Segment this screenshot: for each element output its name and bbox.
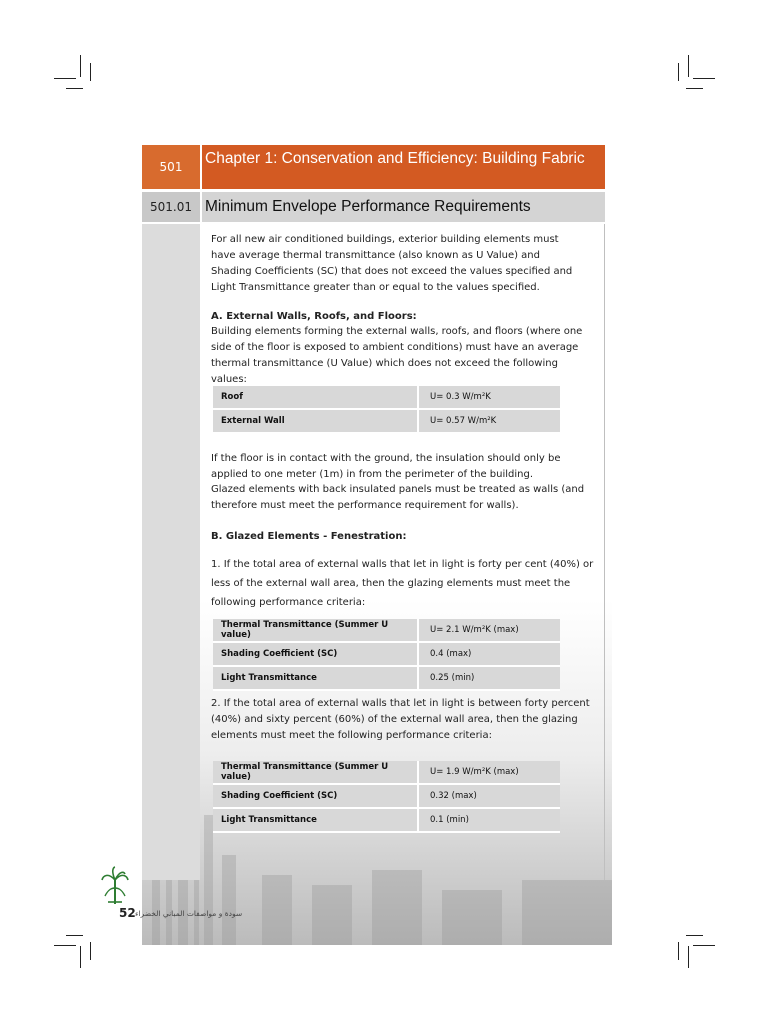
- crop-mark: [66, 935, 83, 936]
- table-cell-label: Shading Coefficient (SC): [213, 785, 419, 809]
- crop-mark: [90, 63, 91, 81]
- crop-mark: [66, 88, 83, 89]
- palm-logo-icon: [100, 866, 130, 906]
- table-cell-value: U= 0.3 W/m²K: [419, 386, 560, 410]
- section-title: Minimum Envelope Performance Requirements: [202, 192, 605, 222]
- section-header: [142, 192, 605, 222]
- crop-mark: [80, 946, 81, 968]
- crop-mark: [693, 945, 715, 946]
- table-cell-value: 0.1 (min): [419, 809, 560, 833]
- chapter-number: 501: [142, 145, 200, 189]
- table-cell-value: U= 2.1 W/m²K (max): [419, 619, 560, 643]
- glazing-table-40: [213, 619, 560, 691]
- table-cell-label: Shading Coefficient (SC): [213, 643, 419, 667]
- table-row: [213, 761, 560, 785]
- walls-roof-table: [213, 386, 560, 434]
- table-cell-value: 0.32 (max): [419, 785, 560, 809]
- left-margin-panel: [142, 224, 200, 880]
- crop-mark: [688, 55, 689, 77]
- table-row: [213, 785, 560, 809]
- table-row: [213, 386, 560, 410]
- crop-mark: [90, 942, 91, 960]
- glazing-criteria-1: 1. If the total area of external walls that let in light is forty per cent (40%) or less of the external wall area, then the glazing elements must meet the following performance criteria:: [211, 559, 594, 608]
- section-a-body: Building elements forming the external walls, roofs, and floors (where one side of the floor is exposed to ambient conditions) must have an average thermal transmittance (U Value) which does not exceed the following values:: [211, 326, 583, 385]
- table-cell-label: Thermal Transmittance (Summer U value): [213, 761, 419, 785]
- table-row: [213, 809, 560, 833]
- chapter-header: [142, 145, 605, 189]
- crop-mark: [678, 942, 679, 960]
- intro-paragraph: For all new air conditioned buildings, exterior building elements must have average thermal transmittance (also known as U Value) and Shading Coefficients (SC) that does not exceed the values specified and Light Transmittance greater than or equal to the values specified.: [211, 234, 573, 293]
- right-border-line: [604, 224, 605, 880]
- table-row: [213, 643, 560, 667]
- section-b-heading: B. Glazed Elements - Fenestration:: [211, 531, 407, 542]
- table-cell-label: Light Transmittance: [213, 667, 419, 691]
- table-cell-label: Roof: [213, 386, 419, 410]
- table-cell-value: 0.4 (max): [419, 643, 560, 667]
- glazing-criteria-2: 2. If the total area of external walls that let in light is between forty percent (40%) and sixty percent (60%) of the external wall area, then the glazing elements must meet the following performance criteria:: [211, 698, 590, 741]
- table-cell-label: Thermal Transmittance (Summer U value): [213, 619, 419, 643]
- section-a-heading: A. External Walls, Roofs, and Floors:: [211, 311, 417, 322]
- crop-mark: [678, 63, 679, 81]
- crop-mark: [80, 55, 81, 77]
- crop-mark: [693, 78, 715, 79]
- table-cell-value: U= 0.57 W/m²K: [419, 410, 560, 434]
- footer-arabic-title: سودة و مواصفات المباني الخضراء: [135, 909, 243, 918]
- table-row: [213, 667, 560, 691]
- crop-mark: [686, 88, 703, 89]
- table-row: [213, 410, 560, 434]
- table-cell-label: External Wall: [213, 410, 419, 434]
- section-number: 501.01: [142, 192, 200, 222]
- table-row: [213, 619, 560, 643]
- table-cell-value: U= 1.9 W/m²K (max): [419, 761, 560, 785]
- chapter-title: Chapter 1: Conservation and Efficiency: Building Fabric: [202, 145, 605, 189]
- glazing-table-40-60: [213, 761, 560, 833]
- crop-mark: [54, 78, 76, 79]
- glazed-panels-note: Glazed elements with back insulated panels must be treated as walls (and therefore must meet the performance requirement for walls).: [211, 484, 585, 511]
- crop-mark: [54, 945, 76, 946]
- floor-note: If the floor is in contact with the ground, the insulation should only be applied to one meter (1m) in from the perimeter of the building.: [211, 453, 561, 480]
- table-cell-label: Light Transmittance: [213, 809, 419, 833]
- page-number: 52: [119, 906, 136, 920]
- table-cell-value: 0.25 (min): [419, 667, 560, 691]
- crop-mark: [686, 935, 703, 936]
- crop-mark: [688, 946, 689, 968]
